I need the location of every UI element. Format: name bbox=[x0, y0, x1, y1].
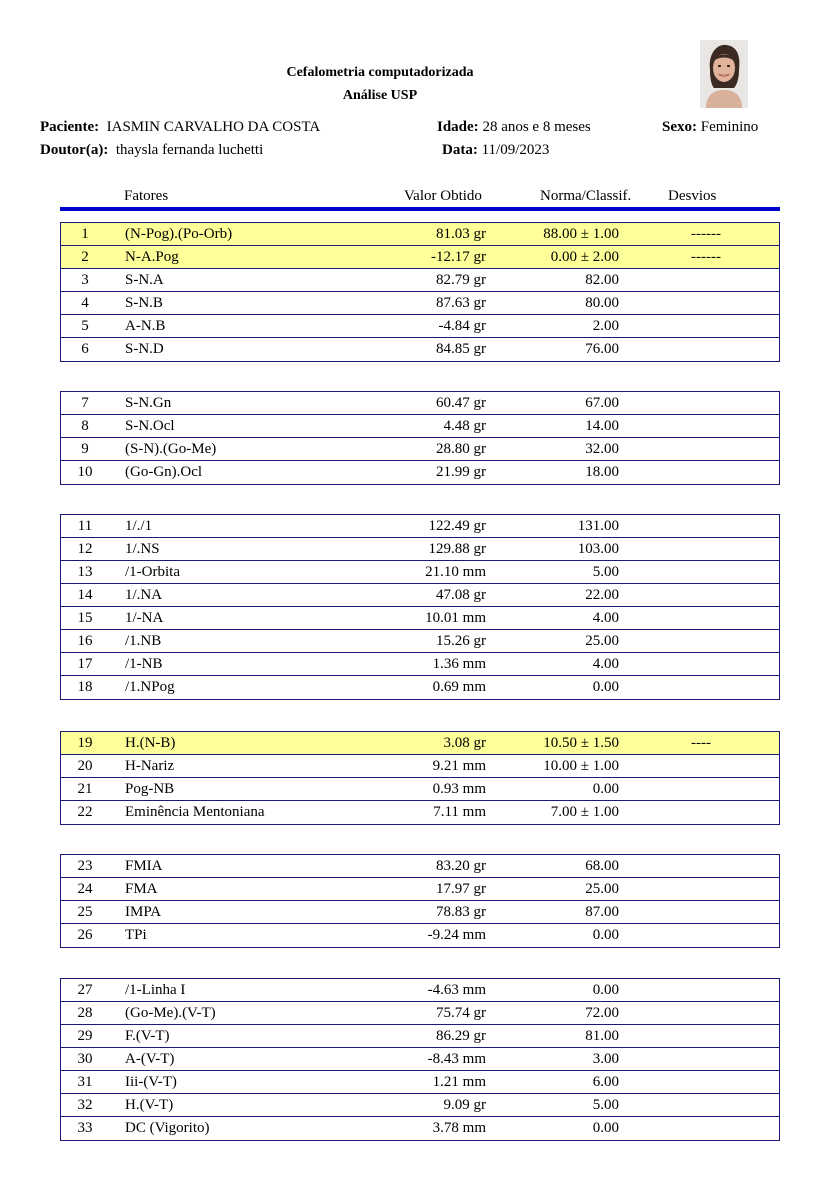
obtained-value: 15.26 gr bbox=[436, 633, 486, 649]
table-row bbox=[61, 315, 779, 338]
col-header-deviation: Desvios bbox=[668, 188, 717, 204]
obtained-value: 83.20 gr bbox=[436, 858, 486, 874]
obtained-value: 1.36 mm bbox=[432, 656, 486, 672]
factor-name: A-(V-T) bbox=[125, 1051, 175, 1067]
norm-value: 67.00 bbox=[585, 395, 619, 411]
date-value: 11/09/2023 bbox=[481, 142, 550, 158]
obtained-value: -9.24 mm bbox=[427, 927, 486, 943]
table-row bbox=[61, 607, 779, 630]
table-row bbox=[61, 538, 779, 561]
row-number: 8 bbox=[81, 418, 89, 434]
factor-name: /1-NB bbox=[125, 656, 163, 672]
table-row bbox=[61, 901, 779, 924]
factor-name: S-N.B bbox=[125, 295, 163, 311]
row-number: 27 bbox=[77, 982, 93, 998]
row-number: 24 bbox=[77, 881, 93, 897]
patient-label: Paciente: bbox=[40, 119, 100, 135]
factor-name: /1-Linha I bbox=[125, 982, 186, 998]
factor-name: /1.NB bbox=[125, 633, 162, 649]
row-number: 2 bbox=[81, 249, 89, 265]
table-row bbox=[61, 461, 779, 484]
header-rule bbox=[60, 207, 780, 211]
norm-value: 5.00 bbox=[592, 564, 619, 580]
norm-value: 3.00 bbox=[592, 1051, 619, 1067]
row-number: 31 bbox=[77, 1074, 93, 1090]
date-label: Data: bbox=[442, 142, 478, 158]
row-number: 7 bbox=[81, 395, 89, 411]
table-row bbox=[61, 338, 779, 361]
row-number: 16 bbox=[77, 633, 93, 649]
age-info bbox=[437, 119, 591, 136]
norm-value: 87.00 bbox=[585, 904, 619, 920]
factor-name: DC (Vigorito) bbox=[125, 1120, 210, 1136]
norm-value: 82.00 bbox=[585, 272, 619, 288]
norm-value: 88.00 ± 1.00 bbox=[543, 226, 619, 242]
factor-group bbox=[60, 222, 780, 362]
norm-value: 14.00 bbox=[585, 418, 619, 434]
row-number: 22 bbox=[77, 804, 93, 820]
factor-name: A-N.B bbox=[125, 318, 166, 334]
factor-name: 1/./1 bbox=[125, 518, 153, 534]
obtained-value: 0.69 mm bbox=[432, 679, 486, 695]
factor-name: S-N.A bbox=[125, 272, 164, 288]
norm-value: 10.00 ± 1.00 bbox=[543, 758, 619, 774]
norm-value: 4.00 bbox=[592, 610, 619, 626]
table-row bbox=[61, 246, 779, 269]
norm-value: 22.00 bbox=[585, 587, 619, 603]
row-number: 11 bbox=[77, 518, 93, 534]
obtained-value: 4.48 gr bbox=[443, 418, 486, 434]
factor-name: (S-N).(Go-Me) bbox=[125, 441, 217, 457]
norm-value: 4.00 bbox=[592, 656, 619, 672]
obtained-value: 10.01 mm bbox=[425, 610, 486, 626]
factor-name: 1/.NA bbox=[125, 587, 163, 603]
table-row bbox=[61, 732, 779, 755]
deviation-value: ---- bbox=[691, 735, 711, 751]
obtained-value: 17.97 gr bbox=[436, 881, 486, 897]
factor-name: 1/-NA bbox=[125, 610, 164, 626]
obtained-value: -4.84 gr bbox=[438, 318, 486, 334]
doctor-info bbox=[40, 142, 263, 159]
norm-value: 10.50 ± 1.50 bbox=[543, 735, 619, 751]
obtained-value: -8.43 mm bbox=[427, 1051, 486, 1067]
table-row bbox=[61, 979, 779, 1002]
factor-group bbox=[60, 514, 780, 700]
table-row bbox=[61, 653, 779, 676]
sex-label: Sexo: bbox=[662, 119, 697, 135]
deviation-value: ------ bbox=[691, 249, 721, 265]
date-info bbox=[442, 142, 549, 159]
obtained-value: 47.08 gr bbox=[436, 587, 486, 603]
report-title: Cefalometria computadorizada bbox=[286, 65, 474, 80]
norm-value: 81.00 bbox=[585, 1028, 619, 1044]
factor-name: H-Nariz bbox=[125, 758, 175, 774]
factor-group bbox=[60, 731, 780, 825]
factor-name: 1/.NS bbox=[125, 541, 160, 557]
norm-value: 72.00 bbox=[585, 1005, 619, 1021]
table-row bbox=[61, 1071, 779, 1094]
doctor-label: Doutor(a): bbox=[40, 142, 109, 158]
factor-name: IMPA bbox=[125, 904, 162, 920]
table-row bbox=[61, 392, 779, 415]
row-number: 3 bbox=[81, 272, 89, 288]
factor-name: S-N.Ocl bbox=[125, 418, 175, 434]
table-row bbox=[61, 1002, 779, 1025]
sex-info bbox=[662, 119, 758, 136]
factor-name: Eminência Mentoniana bbox=[125, 804, 265, 820]
norm-value: 68.00 bbox=[585, 858, 619, 874]
obtained-value: 21.10 mm bbox=[425, 564, 486, 580]
doctor-name: thaysla fernanda luchetti bbox=[115, 142, 264, 158]
table-row bbox=[61, 1025, 779, 1048]
norm-value: 80.00 bbox=[585, 295, 619, 311]
factor-name: FMIA bbox=[125, 858, 163, 874]
factor-name: S-N.D bbox=[125, 341, 164, 357]
norm-value: 6.00 bbox=[592, 1074, 619, 1090]
norm-value: 7.00 ± 1.00 bbox=[550, 804, 619, 820]
row-number: 17 bbox=[77, 656, 93, 672]
table-row bbox=[61, 1048, 779, 1071]
norm-value: 32.00 bbox=[585, 441, 619, 457]
table-row bbox=[61, 1094, 779, 1117]
row-number: 28 bbox=[77, 1005, 93, 1021]
row-number: 6 bbox=[81, 341, 89, 357]
norm-value: 25.00 bbox=[585, 633, 619, 649]
obtained-value: 3.78 mm bbox=[432, 1120, 486, 1136]
table-row bbox=[61, 630, 779, 653]
norm-value: 0.00 bbox=[592, 982, 619, 998]
norm-value: 103.00 bbox=[577, 541, 619, 557]
obtained-value: 129.88 gr bbox=[428, 541, 486, 557]
factor-group bbox=[60, 854, 780, 948]
table-row bbox=[61, 415, 779, 438]
table-row bbox=[61, 584, 779, 607]
factor-name: F.(V-T) bbox=[125, 1028, 170, 1044]
table-row bbox=[61, 269, 779, 292]
obtained-value: 3.08 gr bbox=[443, 735, 486, 751]
col-header-factors: Fatores bbox=[124, 188, 169, 204]
row-number: 21 bbox=[77, 781, 93, 797]
row-number: 10 bbox=[77, 464, 93, 480]
factor-name: N-A.Pog bbox=[125, 249, 179, 265]
norm-value: 131.00 bbox=[577, 518, 619, 534]
table-row bbox=[61, 223, 779, 246]
obtained-value: 81.03 gr bbox=[436, 226, 486, 242]
table-row bbox=[61, 515, 779, 538]
patient-name: IASMIN CARVALHO DA COSTA bbox=[106, 119, 321, 135]
factor-name: Pog-NB bbox=[125, 781, 175, 797]
factor-group bbox=[60, 391, 780, 485]
obtained-value: 87.63 gr bbox=[436, 295, 486, 311]
sex-value: Feminino bbox=[700, 119, 759, 135]
obtained-value: 75.74 gr bbox=[436, 1005, 486, 1021]
row-number: 26 bbox=[77, 927, 93, 943]
factor-group bbox=[60, 978, 780, 1141]
obtained-value: -12.17 gr bbox=[431, 249, 486, 265]
table-row bbox=[61, 676, 779, 699]
row-number: 14 bbox=[77, 587, 93, 603]
obtained-value: 9.09 gr bbox=[443, 1097, 486, 1113]
norm-value: 0.00 bbox=[592, 1120, 619, 1136]
norm-value: 0.00 bbox=[592, 927, 619, 943]
row-number: 5 bbox=[81, 318, 89, 334]
norm-value: 0.00 bbox=[592, 781, 619, 797]
factor-name: H.(V-T) bbox=[125, 1097, 174, 1113]
norm-value: 5.00 bbox=[592, 1097, 619, 1113]
row-number: 18 bbox=[77, 679, 93, 695]
obtained-value: 122.49 gr bbox=[428, 518, 486, 534]
norm-value: 0.00 ± 2.00 bbox=[550, 249, 619, 265]
norm-value: 18.00 bbox=[585, 464, 619, 480]
table-row bbox=[61, 855, 779, 878]
obtained-value: 0.93 mm bbox=[432, 781, 486, 797]
row-number: 9 bbox=[81, 441, 89, 457]
col-header-value: Valor Obtido bbox=[404, 188, 482, 204]
age-value: 28 anos e 8 meses bbox=[482, 119, 591, 135]
norm-value: 2.00 bbox=[592, 318, 619, 334]
factor-name: /1-Orbita bbox=[125, 564, 180, 580]
table-row bbox=[61, 292, 779, 315]
deviation-value: ------ bbox=[691, 226, 721, 242]
report-subtitle: Análise USP bbox=[342, 88, 418, 103]
row-number: 23 bbox=[77, 858, 93, 874]
factor-name: /1.NPog bbox=[125, 679, 175, 695]
col-header-norm: Norma/Classif. bbox=[540, 188, 632, 204]
table-row bbox=[61, 438, 779, 461]
obtained-value: 84.85 gr bbox=[436, 341, 486, 357]
factor-name: FMA bbox=[125, 881, 158, 897]
table-row bbox=[61, 878, 779, 901]
row-number: 30 bbox=[77, 1051, 93, 1067]
obtained-value: 78.83 gr bbox=[436, 904, 486, 920]
row-number: 19 bbox=[77, 735, 93, 751]
obtained-value: 82.79 gr bbox=[436, 272, 486, 288]
obtained-value: -4.63 mm bbox=[427, 982, 486, 998]
table-row bbox=[61, 1117, 779, 1140]
norm-value: 76.00 bbox=[585, 341, 619, 357]
row-number: 4 bbox=[81, 295, 89, 311]
row-number: 1 bbox=[81, 226, 89, 242]
factor-name: TPi bbox=[125, 927, 147, 943]
obtained-value: 86.29 gr bbox=[436, 1028, 486, 1044]
norm-value: 0.00 bbox=[592, 679, 619, 695]
obtained-value: 7.11 mm bbox=[433, 804, 486, 820]
norm-value: 25.00 bbox=[585, 881, 619, 897]
table-row bbox=[61, 801, 779, 824]
row-number: 32 bbox=[77, 1097, 93, 1113]
table-row bbox=[61, 924, 779, 947]
obtained-value: 60.47 gr bbox=[436, 395, 486, 411]
row-number: 12 bbox=[77, 541, 93, 557]
row-number: 15 bbox=[77, 610, 93, 626]
obtained-value: 28.80 gr bbox=[436, 441, 486, 457]
factor-name: H.(N-B) bbox=[125, 735, 176, 751]
patient-photo bbox=[700, 40, 748, 108]
obtained-value: 9.21 mm bbox=[432, 758, 486, 774]
table-row bbox=[61, 755, 779, 778]
row-number: 29 bbox=[77, 1028, 93, 1044]
factor-name: (Go-Me).(V-T) bbox=[125, 1005, 216, 1021]
factor-name: (Go-Gn).Ocl bbox=[125, 464, 203, 480]
table-row bbox=[61, 778, 779, 801]
row-number: 13 bbox=[77, 564, 93, 580]
factor-name: (N-Pog).(Po-Orb) bbox=[125, 226, 233, 242]
obtained-value: 1.21 mm bbox=[432, 1074, 486, 1090]
age-label: Idade: bbox=[437, 119, 479, 135]
obtained-value: 21.99 gr bbox=[436, 464, 486, 480]
row-number: 25 bbox=[77, 904, 93, 920]
row-number: 33 bbox=[77, 1120, 93, 1136]
factor-name: S-N.Gn bbox=[125, 395, 172, 411]
table-row bbox=[61, 561, 779, 584]
patient-info bbox=[40, 119, 320, 136]
factor-name: Iii-(V-T) bbox=[125, 1074, 177, 1090]
row-number: 20 bbox=[77, 758, 93, 774]
